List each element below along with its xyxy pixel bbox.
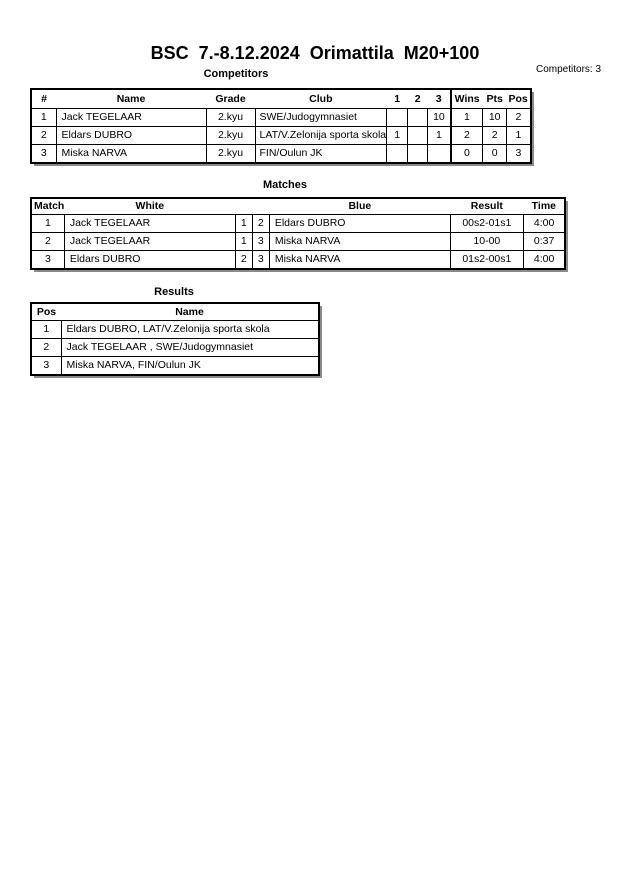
- match-row: [31, 215, 565, 233]
- competitor-pts-cell: 10: [483, 109, 507, 127]
- competitor-score-vs2-cell: [408, 145, 428, 164]
- match-white-name-cell: Jack TEGELAAR: [64, 215, 235, 233]
- result-name-cell: Eldars DUBRO, LAT/V.Zelonija sporta skola: [61, 321, 319, 339]
- result-row: [31, 321, 319, 339]
- competitor-score-vs2-cell: [408, 109, 428, 127]
- competitor-name-cell: Jack TEGELAAR: [56, 109, 206, 127]
- matches-header-white: White: [64, 198, 235, 215]
- result-row: [31, 339, 319, 357]
- competitor-club-cell: SWE/Judogymnasiet: [255, 109, 387, 127]
- competitors-header-opp1: 1: [387, 89, 408, 109]
- competitor-score-vs3-cell: 10: [428, 109, 451, 127]
- competitor-pos-cell: 1: [507, 127, 531, 145]
- competitor-row: [31, 127, 531, 145]
- match-result-cell: 00s2-01s1: [450, 215, 523, 233]
- matches-table: [30, 197, 566, 270]
- match-blue-number-cell: 2: [252, 215, 269, 233]
- match-time-cell: 0:37: [523, 233, 565, 251]
- matches-header-whitenum: [235, 198, 252, 215]
- match-time-cell: 4:00: [523, 251, 565, 270]
- match-number-cell: 1: [31, 215, 64, 233]
- competitor-row: [31, 109, 531, 127]
- competitor-number-cell: 1: [31, 109, 56, 127]
- match-white-number-cell: 1: [235, 233, 252, 251]
- matches-header-result: Result: [450, 198, 523, 215]
- competitor-score-vs1-cell: 1: [387, 127, 408, 145]
- competitor-club-cell: FIN/Oulun JK: [255, 145, 387, 164]
- result-row: [31, 357, 319, 376]
- results-header-name: Name: [61, 303, 319, 321]
- result-pos-cell: 1: [31, 321, 61, 339]
- competitor-row: [31, 145, 531, 164]
- match-white-number-cell: 1: [235, 215, 252, 233]
- competitors-header-opp2: 2: [408, 89, 428, 109]
- competitors-header-pos: Pos: [507, 89, 531, 109]
- competitors-table: [30, 88, 532, 164]
- match-number-cell: 2: [31, 233, 64, 251]
- results-header-pos: Pos: [31, 303, 61, 321]
- competitor-number-cell: 3: [31, 145, 56, 164]
- competitors-count-label: Competitors: 3: [536, 64, 602, 75]
- match-blue-name-cell: Miska NARVA: [269, 233, 450, 251]
- match-white-name-cell: Jack TEGELAAR: [64, 233, 235, 251]
- match-blue-name-cell: Miska NARVA: [269, 251, 450, 270]
- competitors-header-row: [31, 89, 531, 109]
- result-pos-cell: 2: [31, 339, 61, 357]
- results-header-row: [31, 303, 319, 321]
- competitors-header-club: Club: [255, 89, 387, 109]
- competitor-score-vs3-cell: [428, 145, 451, 164]
- matches-header-row: [31, 198, 565, 215]
- competitor-pts-cell: 2: [483, 127, 507, 145]
- competitors-header-name: Name: [56, 89, 206, 109]
- match-row: [31, 251, 565, 270]
- competitor-wins-cell: 0: [451, 145, 483, 164]
- competitor-grade-cell: 2.kyu: [206, 145, 255, 164]
- competitors-header-grade: Grade: [206, 89, 255, 109]
- competitor-club-cell: LAT/V.Zelonija sporta skola: [255, 127, 387, 145]
- competitor-score-vs2-cell: [408, 127, 428, 145]
- competitor-name-cell: Eldars DUBRO: [56, 127, 206, 145]
- result-name-cell: Jack TEGELAAR , SWE/Judogymnasiet: [61, 339, 319, 357]
- match-white-number-cell: 2: [235, 251, 252, 270]
- match-blue-number-cell: 3: [252, 233, 269, 251]
- competitor-pos-cell: 3: [507, 145, 531, 164]
- competitors-header-num: #: [31, 89, 56, 109]
- match-result-cell: 01s2-00s1: [450, 251, 523, 270]
- matches-header-blue: Blue: [269, 198, 450, 215]
- matches-header-match: Match: [31, 198, 64, 215]
- match-blue-name-cell: Eldars DUBRO: [269, 215, 450, 233]
- competitors-header-wins: Wins: [451, 89, 483, 109]
- competitor-number-cell: 2: [31, 127, 56, 145]
- match-white-name-cell: Eldars DUBRO: [64, 251, 235, 270]
- competitor-score-vs1-cell: [387, 145, 408, 164]
- matches-header-bluenum: [252, 198, 269, 215]
- match-time-cell: 4:00: [523, 215, 565, 233]
- page-title: BSC 7.-8.12.2024 Orimattila M20+100: [150, 43, 480, 63]
- competitor-pts-cell: 0: [483, 145, 507, 164]
- result-pos-cell: 3: [31, 357, 61, 376]
- competitors-header-opp3: 3: [428, 89, 451, 109]
- results-table: [30, 302, 320, 376]
- competitor-wins-cell: 2: [451, 127, 483, 145]
- competitor-wins-cell: 1: [451, 109, 483, 127]
- competitor-score-vs3-cell: 1: [428, 127, 451, 145]
- competitor-grade-cell: 2.kyu: [206, 109, 255, 127]
- match-number-cell: 3: [31, 251, 64, 270]
- result-name-cell: Miska NARVA, FIN/Oulun JK: [61, 357, 319, 376]
- matches-header-time: Time: [523, 198, 565, 215]
- results-section-title: Results: [154, 286, 194, 298]
- match-result-cell: 10-00: [450, 233, 523, 251]
- matches-section-title: Matches: [262, 179, 308, 191]
- competitor-name-cell: Miska NARVA: [56, 145, 206, 164]
- competitor-score-vs1-cell: [387, 109, 408, 127]
- match-blue-number-cell: 3: [252, 251, 269, 270]
- competitors-header-pts: Pts: [483, 89, 507, 109]
- competitor-pos-cell: 2: [507, 109, 531, 127]
- match-row: [31, 233, 565, 251]
- competitors-section-title: Competitors: [203, 68, 269, 80]
- competitor-grade-cell: 2.kyu: [206, 127, 255, 145]
